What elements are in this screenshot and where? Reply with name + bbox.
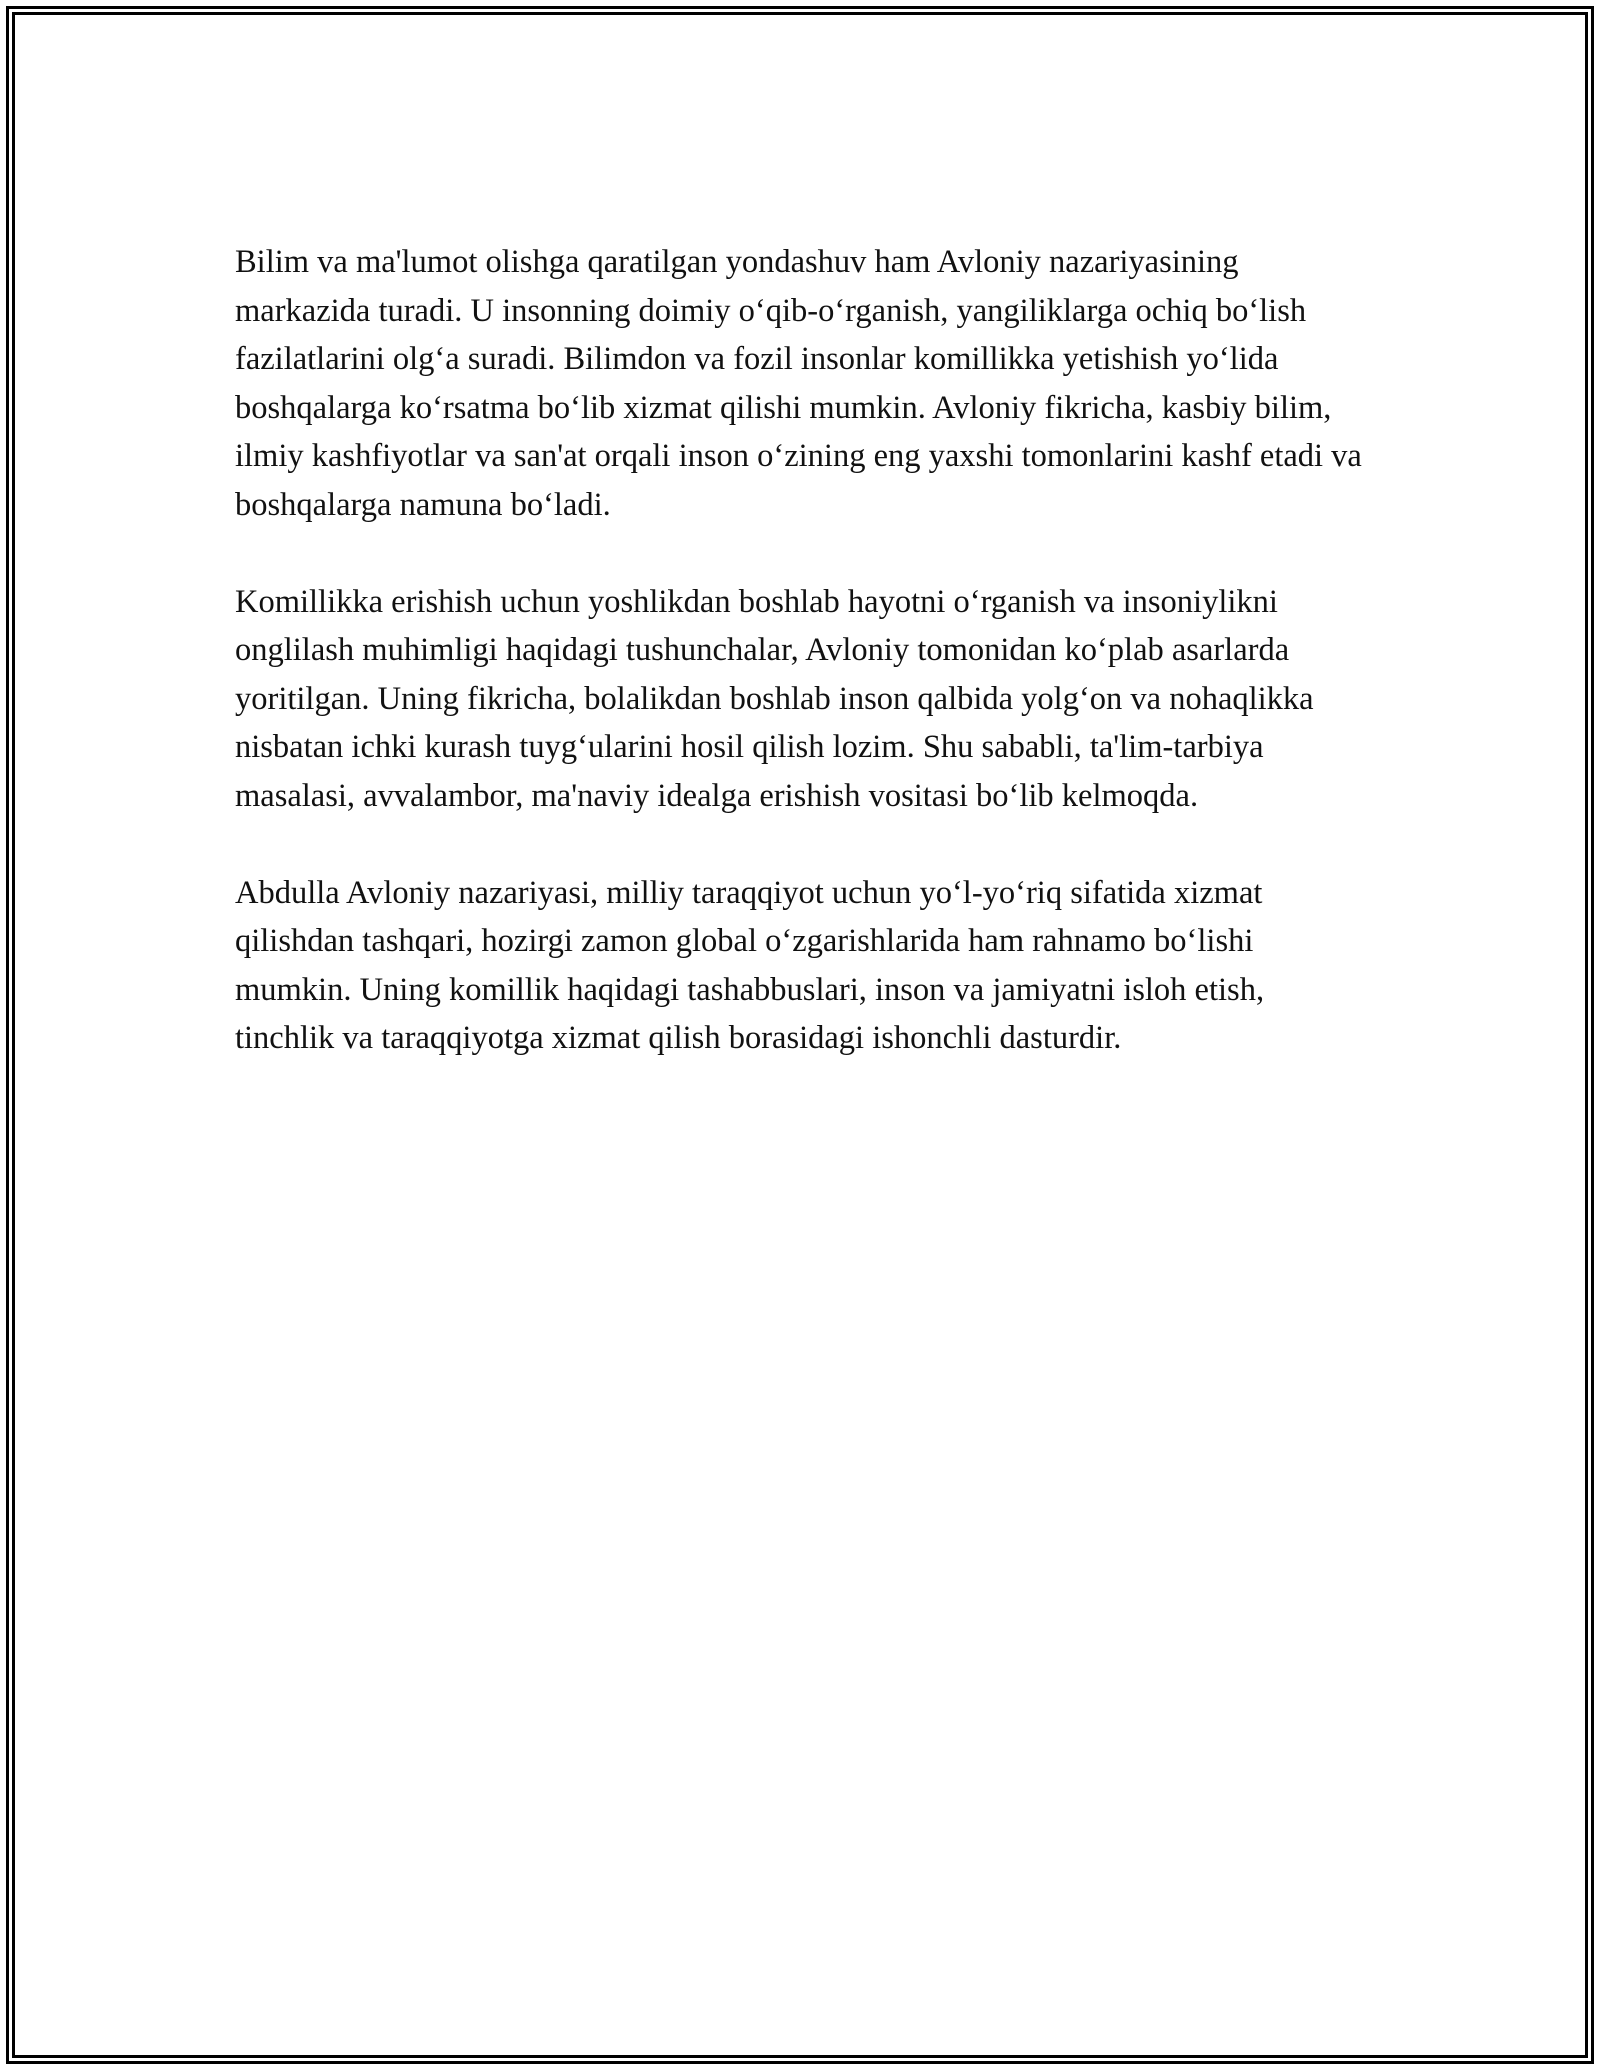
- paragraph-1: Bilim va ma'lumot olishga qaratilgan yondashuv ham Avloniy nazariyasining markazida turadi. U insonning doimiy o‘qib-o‘rganish, yangiliklarga ochiq bo‘lish fazilatlarini olg‘a suradi. Bilimdon va fozil insonlar komillikka yetishish yo‘lida boshqalarga ko‘rsatma bo‘lib xizmat qilishi mumkin. Avloniy fikricha, kasbiy bilim, ilmiy kashfiyotlar va san'at orqali inson o‘zining eng yaxshi tomonlarini kashf etadi va boshqalarga namuna bo‘ladi.: [235, 244, 1362, 523]
- paragraph-3: Abdulla Avloniy nazariyasi, milliy taraqqiyot uchun yo‘l-yo‘riq sifatida xizmat qilishdan tashqari, hozirgi zamon global o‘zgarishlarida ham rahnamo bo‘lishi mumkin. Uning komillik haqidagi tashabbuslari, inson va jamiyatni isloh etish, tinchlik va taraqqiyotga xizmat qilish borasidagi ishonchli dasturdir.: [235, 874, 1265, 1056]
- paragraph-2: Komillikka erishish uchun yoshlikdan boshlab hayotni o‘rganish va insoniylikni onglilash muhimligi haqidagi tushunchalar, Avloniy tomonidan ko‘plab asarlarda yoritilgan. Uning fikricha, bolalikdan boshlab inson qalbida yolg‘on va nohaqlikka nisbatan ichki kurash tuyg‘ularini hosil qilish lozim. Shu sababli, ta'lim-tarbiya masalasi, avvalambor, ma'naviy idealga erishish vositasi bo‘lib kelmoqda.: [235, 583, 1314, 814]
- document-body: [235, 238, 1365, 1111]
